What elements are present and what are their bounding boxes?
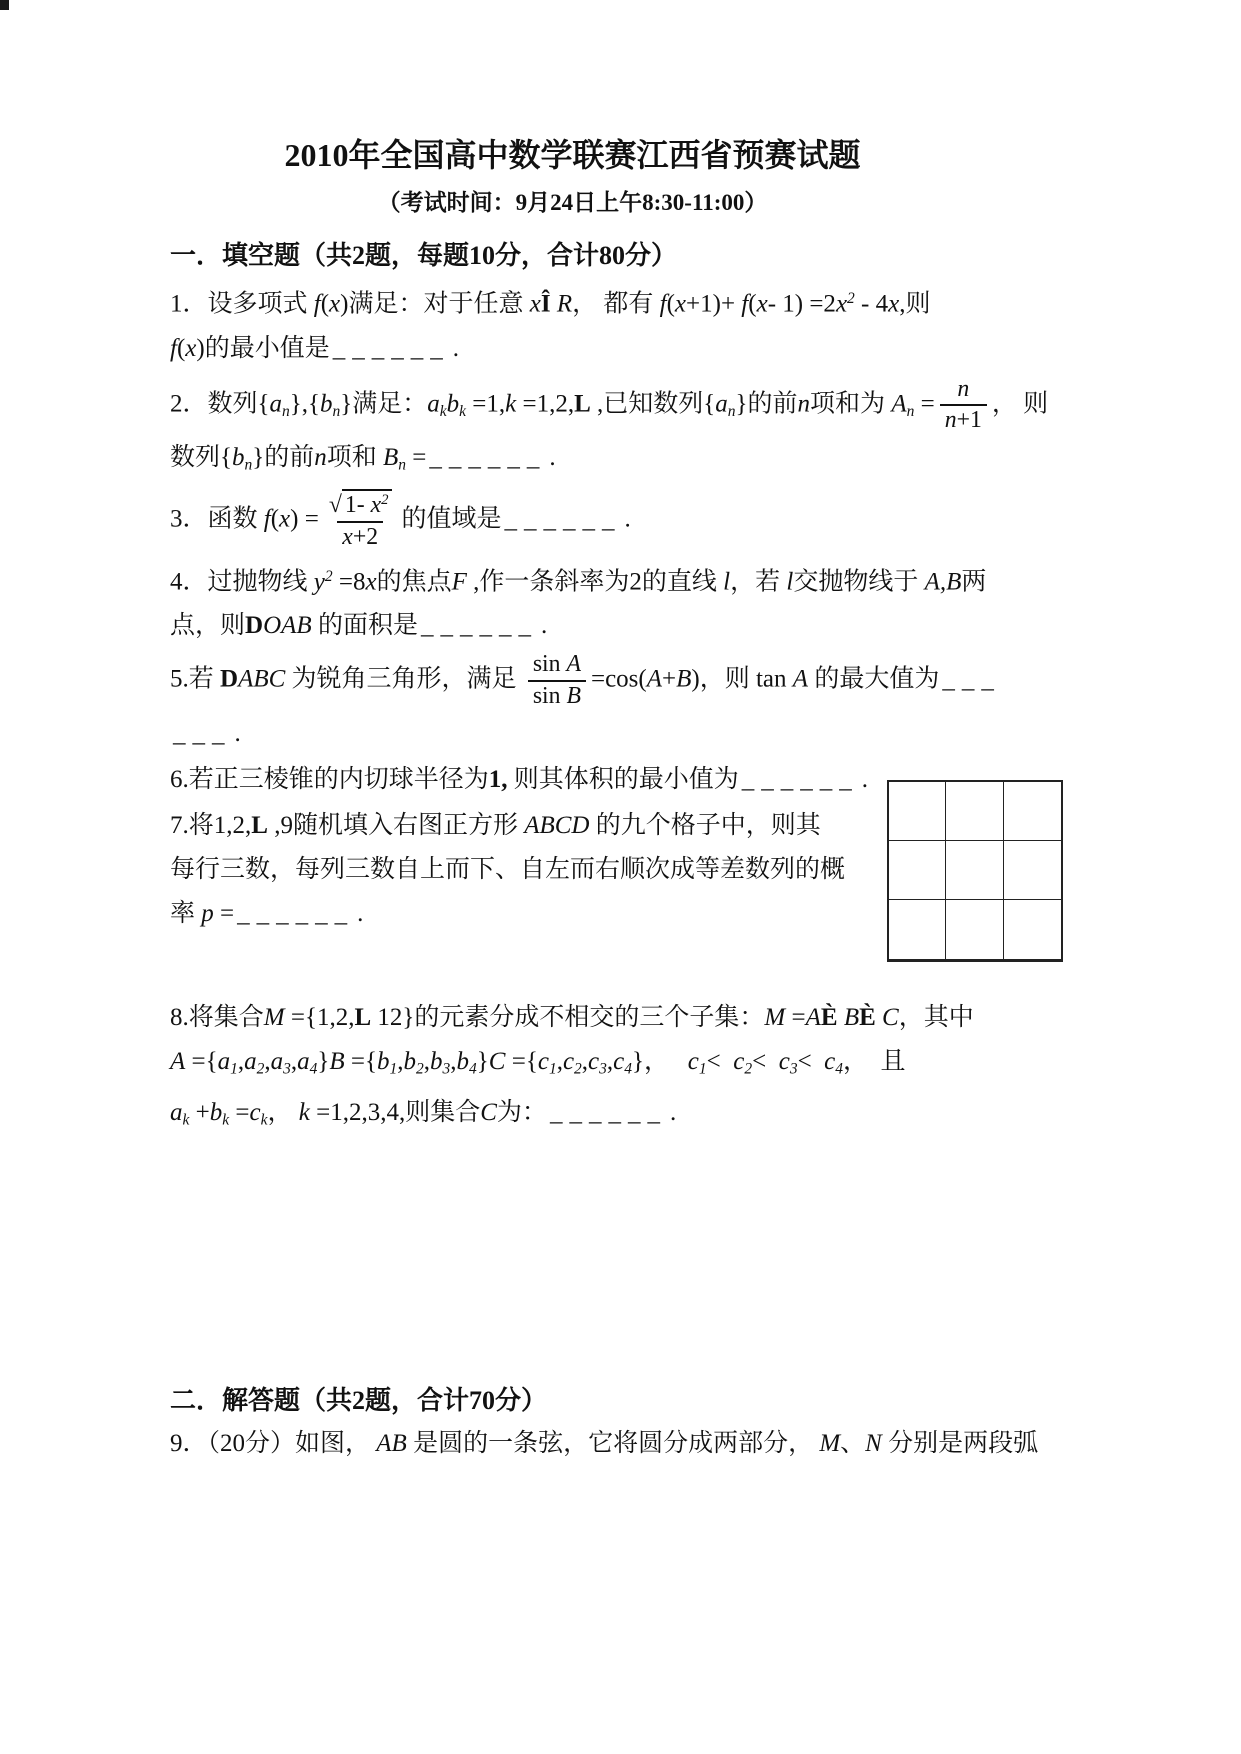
text-segment: c xyxy=(733,1047,745,1075)
grid-cell xyxy=(889,900,946,959)
text-segment: k xyxy=(222,1111,230,1129)
text-segment: k xyxy=(439,402,447,420)
text-segment: R xyxy=(556,290,573,318)
text-segment: ABCD xyxy=(524,811,590,839)
text-segment: 3 xyxy=(599,1059,607,1077)
scan-artifact xyxy=(0,0,9,10)
question-3 xyxy=(170,489,975,552)
text-segment: c xyxy=(824,1047,836,1075)
text-segment: 2 xyxy=(381,492,389,509)
text-segment: . xyxy=(540,612,548,640)
text-segment: , xyxy=(581,1047,589,1075)
answer-blank: ______ xyxy=(549,1098,667,1126)
text-segment: a xyxy=(715,389,728,417)
exam-content xyxy=(170,135,1049,1466)
text-segment: f xyxy=(170,334,177,362)
text-segment: c xyxy=(562,1047,575,1075)
text-segment: 分别是两段弧 xyxy=(881,1430,1039,1458)
text-segment: =cos( xyxy=(590,665,647,693)
text-segment: AB xyxy=(376,1430,407,1458)
text-segment: 4．过抛物线 xyxy=(170,568,314,596)
text-segment: 1- xyxy=(344,492,371,519)
text-segment: = xyxy=(213,899,235,927)
question-line xyxy=(170,555,987,605)
answer-blank: ______ xyxy=(332,334,450,362)
text-segment: b xyxy=(403,1047,417,1075)
text-segment: 的值域是 xyxy=(401,505,502,533)
text-segment: . xyxy=(549,443,556,471)
text-segment: C xyxy=(480,1098,497,1126)
text-segment: 数列{ xyxy=(170,443,232,471)
text-segment: 1．设多项式 xyxy=(170,290,314,318)
text-segment: 1, xyxy=(488,765,508,793)
question-7 xyxy=(170,804,975,936)
text-segment: n xyxy=(957,375,970,402)
text-segment: , xyxy=(606,1047,614,1075)
text-segment: 每行三数，每列三数自上而下、自左而右顺次成等差数列的概 xyxy=(170,855,846,883)
text-segment: 8.将集合 xyxy=(170,1003,264,1031)
text-segment: , xyxy=(237,1047,245,1075)
text-segment: = xyxy=(914,389,935,417)
text-segment: 5.若 xyxy=(170,665,221,693)
text-segment: )的最小值是 xyxy=(196,334,330,362)
text-segment: 是圆的一条弦，它将圆分成两部分， xyxy=(406,1430,820,1458)
text-segment: b xyxy=(377,1047,390,1075)
text-segment: L xyxy=(574,389,591,417)
text-segment: OAB xyxy=(263,612,312,640)
text-segment: 2．数列{ xyxy=(170,389,270,417)
text-segment: n xyxy=(282,402,290,420)
text-segment: 的最大值为 xyxy=(808,665,940,693)
text-segment: ， 则 xyxy=(991,389,1049,417)
text-segment: ， 且 xyxy=(843,1047,906,1075)
text-segment: n xyxy=(797,389,811,417)
text-segment: - 1) =2 xyxy=(767,290,836,318)
text-segment: c xyxy=(613,1047,625,1075)
text-segment: È xyxy=(859,1003,876,1031)
exam-time-subtitle: （考试时间：9月24日上午8:30-11:00） xyxy=(377,190,768,215)
text-segment: ( xyxy=(176,334,186,362)
fraction xyxy=(940,375,987,436)
text-segment: . xyxy=(861,765,869,793)
text-segment: A xyxy=(805,1003,821,1031)
text-segment: 项和 xyxy=(326,443,384,471)
text-segment: 12}的元素分成不相交的三个子集： xyxy=(371,1003,765,1031)
text-segment: sin xyxy=(532,651,567,678)
question-line xyxy=(170,996,975,1040)
answer-blank: ______ xyxy=(237,899,355,927)
text-segment: È xyxy=(820,1003,838,1031)
text-segment: b xyxy=(320,389,333,417)
text-segment: +1)+ xyxy=(686,290,742,318)
text-segment: = xyxy=(785,1003,806,1031)
text-segment: ( xyxy=(666,290,675,318)
text-segment: - 4 xyxy=(854,290,889,318)
question-line xyxy=(170,650,1001,711)
text-segment: x xyxy=(329,290,341,318)
text-segment: 两 xyxy=(961,568,987,596)
text-segment: f xyxy=(659,290,667,318)
text-segment: =1, xyxy=(466,389,506,417)
text-segment: N xyxy=(865,1430,882,1458)
text-segment: ， xyxy=(267,1098,299,1126)
grid-cell xyxy=(946,841,1003,900)
text-segment: x xyxy=(342,524,353,550)
text-segment: 6.若正三棱锥的内切球半径为 xyxy=(170,765,489,793)
question-line xyxy=(170,1422,1039,1466)
text-segment: < xyxy=(797,1047,825,1075)
grid-cell xyxy=(889,782,946,841)
question-line xyxy=(170,758,975,802)
text-segment: b xyxy=(456,1047,470,1075)
text-segment: a xyxy=(170,1098,183,1126)
text-segment: 2 xyxy=(324,567,333,585)
text-segment: ,则 xyxy=(899,290,931,318)
text-segment: )，则 tan xyxy=(691,665,793,693)
text-segment: 4 xyxy=(309,1059,318,1077)
text-segment: 的焦点 xyxy=(376,568,452,596)
text-segment: p xyxy=(201,899,214,927)
grid-cell xyxy=(946,900,1003,959)
section-1-heading: 一．填空题（共2题，每题10分，合计80分） xyxy=(170,241,678,270)
text-segment: A xyxy=(646,665,663,693)
text-segment: }的前 xyxy=(735,389,798,417)
text-segment: 3 xyxy=(442,1059,451,1077)
text-segment: 1 xyxy=(389,1059,398,1077)
text-segment: }的前 xyxy=(252,443,315,471)
text-segment: D xyxy=(245,612,264,640)
text-segment: ={ xyxy=(185,1047,218,1075)
text-segment: k xyxy=(260,1111,268,1129)
text-segment: )满足：对于任意 xyxy=(340,290,530,318)
text-segment: 2 xyxy=(847,290,855,307)
question-line xyxy=(170,277,975,327)
text-segment: 的面积是 xyxy=(311,612,418,640)
text-segment: +1 xyxy=(956,407,982,434)
question-4 xyxy=(170,555,987,649)
text-segment: b xyxy=(232,443,245,471)
text-segment: ，若 xyxy=(730,568,787,596)
text-segment: y xyxy=(313,568,325,596)
text-segment: n xyxy=(244,456,253,474)
text-segment: 1 xyxy=(548,1059,557,1077)
text-segment: b xyxy=(430,1047,443,1075)
text-segment: x xyxy=(888,290,900,318)
text-segment: C xyxy=(882,1003,899,1031)
question-9 xyxy=(170,1422,1039,1466)
text-segment: f xyxy=(263,505,271,533)
text-segment: < xyxy=(752,1047,779,1075)
grid-cell xyxy=(1004,900,1061,959)
text-segment: M xyxy=(764,1003,786,1031)
question-line xyxy=(170,489,975,552)
question-8 xyxy=(170,996,975,1143)
text-segment: 2 xyxy=(574,1059,582,1077)
answer-blank: ___ xyxy=(942,665,1001,693)
text-segment: 交抛物线于 xyxy=(793,568,925,596)
text-segment: ,作一条斜率为2的直线 xyxy=(466,568,724,596)
text-segment: M xyxy=(819,1430,841,1458)
text-segment: c xyxy=(537,1047,549,1075)
text-segment: c xyxy=(588,1047,600,1075)
text-segment: < xyxy=(706,1047,734,1075)
text-segment: b xyxy=(209,1098,223,1126)
text-segment: c xyxy=(249,1098,261,1126)
text-segment: ( xyxy=(748,290,757,318)
text-segment: , xyxy=(450,1047,457,1075)
text-segment: a xyxy=(427,389,440,417)
section-2-heading: 二．解答题（共2题，合计70分） xyxy=(170,1386,548,1416)
question-line xyxy=(170,375,1049,436)
text-segment: l xyxy=(786,568,794,596)
text-segment: c xyxy=(778,1047,790,1075)
page-title: 2010年全国高中数学联赛江西省预赛试题 xyxy=(284,137,861,173)
text-segment: ， 都有 xyxy=(572,290,660,318)
text-segment: }， xyxy=(632,1047,688,1075)
text-segment: 率 xyxy=(170,899,202,927)
text-segment: 则其体积的最小值为 xyxy=(507,765,739,793)
text-segment: sin xyxy=(532,682,567,709)
text-segment: = xyxy=(229,1098,250,1126)
text-segment: ={ xyxy=(505,1047,538,1075)
answer-blank: ___ xyxy=(173,719,232,747)
text-segment: M xyxy=(263,1003,285,1031)
text-segment: 为锐角三角形，满足 xyxy=(285,665,523,693)
text-segment: = xyxy=(406,443,427,471)
text-segment: +2 xyxy=(352,524,379,550)
text-segment: 3．函数 xyxy=(170,505,264,533)
text-segment: c xyxy=(687,1047,699,1075)
text-segment: 点，则 xyxy=(170,612,246,640)
text-segment: 4 xyxy=(835,1059,844,1077)
text-segment: n xyxy=(727,402,736,420)
question-1 xyxy=(170,277,975,371)
abcd-square-grid xyxy=(887,780,1063,962)
text-segment: A xyxy=(170,1047,186,1075)
text-segment: x xyxy=(756,290,768,318)
question-line xyxy=(170,1091,975,1142)
text-segment: l xyxy=(723,568,731,596)
text-segment: } xyxy=(317,1047,330,1075)
text-segment: . xyxy=(452,334,459,362)
answer-blank: ______ xyxy=(420,612,538,640)
text-segment: k xyxy=(182,1111,190,1129)
text-segment: x xyxy=(674,290,687,318)
text-segment: k xyxy=(459,402,467,420)
question-line xyxy=(170,712,975,756)
fraction xyxy=(528,650,586,711)
text-segment: =1,2,3,4,则集合 xyxy=(309,1098,481,1126)
text-segment: , xyxy=(556,1047,563,1075)
text-segment: x xyxy=(365,568,377,596)
text-segment: 3 xyxy=(789,1059,798,1077)
text-segment: B xyxy=(329,1047,345,1075)
question-line xyxy=(170,848,975,892)
text-segment: 、 xyxy=(840,1430,866,1458)
text-segment: ( xyxy=(320,290,330,318)
text-segment: 1 xyxy=(698,1059,707,1077)
text-segment: ={1,2, xyxy=(284,1003,355,1031)
radical-sign: √ xyxy=(328,492,342,519)
text-segment: f xyxy=(741,290,749,318)
text-segment: ,已知数列{ xyxy=(590,389,716,417)
question-line xyxy=(170,1040,975,1091)
text-segment: =8 xyxy=(332,568,366,596)
text-segment: a xyxy=(297,1047,310,1075)
question-6 xyxy=(170,758,975,802)
text-segment: a xyxy=(217,1047,231,1075)
text-segment: . xyxy=(357,899,364,927)
text-segment: + xyxy=(662,665,677,693)
text-segment: a xyxy=(244,1047,257,1075)
text-segment: L xyxy=(354,1003,372,1031)
question-line xyxy=(170,327,975,371)
text-segment: ) = xyxy=(290,505,319,533)
text-segment: x xyxy=(370,492,382,519)
grid-cell xyxy=(1004,782,1061,841)
text-segment: },{ xyxy=(289,389,320,417)
grid-cell xyxy=(889,841,946,900)
text-segment: } xyxy=(476,1047,489,1075)
text-segment: }满足： xyxy=(340,389,428,417)
text-segment: B xyxy=(843,1003,860,1031)
text-segment: . xyxy=(624,505,631,533)
text-segment: n xyxy=(398,456,407,474)
text-segment: Î xyxy=(540,290,551,318)
text-segment: , xyxy=(290,1047,298,1075)
text-segment: A xyxy=(891,389,907,417)
text-segment: n xyxy=(906,402,915,420)
text-segment: 1 xyxy=(230,1059,238,1077)
text-segment: ABC xyxy=(238,665,286,693)
text-segment: x xyxy=(279,505,291,533)
text-segment: B xyxy=(383,443,399,471)
text-segment: n xyxy=(944,407,957,434)
text-segment: ={ xyxy=(344,1047,378,1075)
text-segment: F xyxy=(451,568,467,596)
text-segment: B xyxy=(566,682,581,709)
text-segment: C xyxy=(488,1047,506,1075)
text-segment: . xyxy=(234,719,241,747)
text-segment: 7.将1,2, xyxy=(170,811,252,839)
text-segment: , xyxy=(397,1047,404,1075)
text-segment: B xyxy=(676,665,692,693)
question-5 xyxy=(170,650,1001,755)
text-segment: a xyxy=(269,389,282,417)
text-segment: b xyxy=(446,389,460,417)
answer-blank: ______ xyxy=(741,765,859,793)
question-line xyxy=(170,604,975,648)
text-segment: k xyxy=(505,389,517,417)
text-segment: L xyxy=(251,811,268,839)
fraction xyxy=(324,489,397,552)
square-root xyxy=(329,489,392,521)
grid-cell xyxy=(1004,841,1061,900)
text-segment: , xyxy=(423,1047,431,1075)
text-segment: k xyxy=(298,1098,310,1126)
text-segment: x xyxy=(185,334,197,362)
text-segment: n xyxy=(314,443,327,471)
text-segment: A xyxy=(792,665,809,693)
text-segment: + xyxy=(189,1098,210,1126)
text-segment: n xyxy=(332,402,341,420)
text-segment: 2 xyxy=(744,1059,753,1077)
text-segment: 2 xyxy=(256,1059,265,1077)
text-segment: ，其中 xyxy=(898,1003,974,1031)
text-segment: 9．（20分）如图， xyxy=(170,1430,377,1458)
grid-cell xyxy=(946,782,1003,841)
answer-blank: ______ xyxy=(429,443,547,471)
text-segment: 4 xyxy=(624,1059,633,1077)
text-segment: x xyxy=(835,290,848,318)
text-segment: 2 xyxy=(416,1059,424,1077)
text-segment: A,B xyxy=(924,568,962,596)
text-segment: 的九个格子中，则其 xyxy=(589,811,821,839)
text-segment: x xyxy=(529,290,541,318)
text-segment: 为： xyxy=(496,1098,547,1126)
text-segment: 3 xyxy=(283,1059,291,1077)
text-segment: =1,2, xyxy=(516,389,575,417)
text-segment: . xyxy=(669,1098,677,1126)
question-line xyxy=(170,436,975,487)
text-segment: ,9随机填入右图正方形 xyxy=(267,811,525,839)
answer-blank: ______ xyxy=(504,505,622,533)
text-segment: A xyxy=(566,651,581,678)
text-segment: a xyxy=(270,1047,284,1075)
text-segment: f xyxy=(313,290,321,318)
question-line xyxy=(170,892,975,936)
text-segment: ( xyxy=(270,505,280,533)
question-line xyxy=(170,804,975,848)
text-segment: , xyxy=(264,1047,271,1075)
text-segment: 项和为 xyxy=(810,389,892,417)
text-segment: D xyxy=(220,665,239,693)
text-segment: 4 xyxy=(469,1059,477,1077)
question-2 xyxy=(170,375,1049,488)
